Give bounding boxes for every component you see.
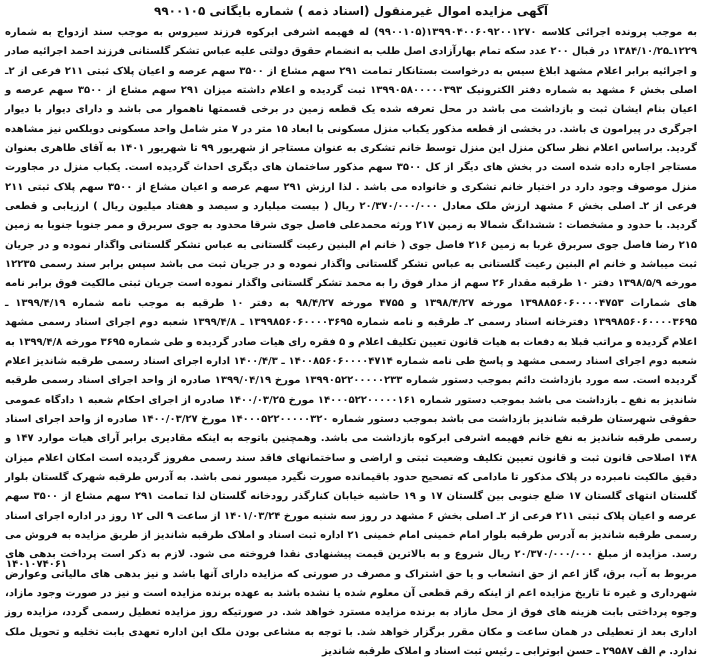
reference-number: ۱۴۰۱۰۷۴۰۶۱	[6, 559, 68, 570]
notice-title: آگهی مزایده اموال غیرمنقول (اسناد ذمه ) شماره بایگانی ۹۹۰۰۱۰۵	[154, 4, 548, 18]
notice-body: به موجب پرونده اجرائی کلاسه ۱۳۹۹۰۴۰۰۶۰۹۲۰۰۱۲۷۰(۹۹۰۰۱۰۵) له فهیمه اشرفی ابرکوه فرزند سیروس به موجب سند ازدواج به شماره ۱۲۲۹ـ۱۳۸۴/۱۰/۲۵ در قبال ۲۰۰ عدد سکه تمام بهارآزادی اصل طلب به انضمام حقوق دولتی علیه عباس تشکر گلستانی فرزند احمد اجرائیه صادر و اجرائیه برابر اعلام مشهد ابلاغ سیس به درخواست بستانکار تمامت ۲۹۱ سهم مشاع از ۳۵۰۰ سهم عرصه و اعیان پلاک ثبتی ۲۱۱ فرعی از ۲ـ اصلی بخش ۶ مشهد به شماره دفتر الکترونیک ۱۳۹۹۰۵۸۰۰۰۰۰۳۹۳ ثبت گردیده و اعلام داشته میزان ۲۹۱ سهم مشاع از ۳۵۰۰ سهم عرصه و اعیان بنام ایشان ثبت و بازداشت می باشد در محل تعرفه شده یک قطعه زمین در برخی قسمتها ناهموار می باشد و دارای دیوار با دیوار اجرگری در پیرامون ی باشد. در بخشی از قطعه مذکور یکباب منزل مسکونی با ابعاد ۱۵ متر در ۷ متر شامل واحد مسکونی دوبلکس نیز مشاهده گردید. براساس اعلام نظر ساکن منزل این منزل توسط خانم تشکری به عنوان مستاجر از شهریور ۹۹ تا شهریور ۱۴۰۱ به آقای طاهری بعنوان مستاجر اجاره داده شده است در بخش های دیگر از کل ۳۵۰۰ سهم مذکور ساختمان های دیگری احداث گردیده است. یکباب منزل در مجاورت منزل موصوف وجود دارد در اختیار خانم تشکری و خانواده می باشد . لذا ارزش ۲۹۱ سهم عرصه و اعیان مشاع از ۳۵۰۰ سهم پلاک ثبتی ۲۱۱ فرعی از ۲ـ اصلی بخش ۶ مشهد ارزش ملک معادل ۲۰/۳۷۰/۰۰۰/۰۰۰ ریال ( بیست میلیارد و سیصد و هفتاد میلیون ریال ) ارزیابی و قطعی گردید. با حدود و مشخصات : ششدانگ شمالا به زمین ۲۱۷ ورثه محمدعلی فاصل جوی شرقا محدود به جوی سربرق و ممر جنوبا جنوبا به زمین ۲۱۵ رضا فاصل جوی سربرق غربا به زمین ۲۱۶ فاصل جوی ( خانم ام البنین رعیت گلستانی به عباس تشکر گلستانی واگذار نموده و در جریان ثبت میباشد و خانم ام البنین رعیت گلستانی به عباس تشکر گلستانی واگذار نموده و در جریان ثبت می باشد سپس برابر سند رسمی ۱۲۲۳۵ مورخه ۱۳۹۸/۵/۹ دفتر ۱۰ طرقبه مقدار ۲۶ سهم از مدار فوق را به محمد تشکر گلستانی واگذار نموده است جریان ثبتی مالکیت فوق برابر نامه های شمارات ۱۳۹۸۸۵۶۰۶۰۰۰۰۴۷۵۳ مورخه ۱۳۹۸/۴/۲۷ و ۴۷۵۵ مورخه ۹۸/۴/۲۷ به دفتر ۱۰ طرقبه به موجب نامه شماره ۱۳۹۹/۴/۱۹ ـ ۱۳۹۹۸۵۶۰۶۰۰۰۰۳۶۹۵ دفترخانه اسناد رسمی ۲ـ طرقبه و نامه شماره ۱۳۹۹۸۵۶۰۶۰۰۰۰۳۶۹۵ ـ ۱۳۹۹/۴/۸ شعبه دوم اجرای اسناد رسمی مشهد اعلام گردیده و مراتب قبلا به دفعات به هیات قانون تعیین تکلیف اعلام و ۵ فقره رای هیات صادر گردیده و طی شماره ۳۶۹۵ مورخه ۱۳۹۹/۴/۸ به شعبه دوم اجرای اسناد رسمی مشهد و پاسخ طی نامه شماره ۱۴۰۰۸۵۶۰۶۰۰۰۰۴۷۱۴ ـ ۱۴۰۰/۴/۳ اداره اجرای اسناد رسمی طرقبه شاندیز اعلام گردیده است. سه مورد بازداشت دائم بموجب دستور شماره ۱۳۹۹۰۵۲۲۰۰۰۰۰۲۳۳ مورخ ۱۳۹۹/۰۴/۱۹ صادره از واحد اجرای اسناد رسمی طرقبه شاندیز به نفع ـ بازداشت می باشد بموجب دستور شماره ۱۴۰۰۰۵۲۲۰۰۰۰۰۱۶۱ مورخ ۱۴۰۰/۰۳/۲۵ صادره از اجرای احکام شعبه ۱ دادگاه عمومی حقوقی شهرستان طرقبه شاندیز بازداشت می باشد بموجب دستور شماره ۱۴۰۰۰۵۲۲۰۰۰۰۰۳۲۰ مورخ ۱۴۰۰/۰۳/۲۷ صادره از واحد اجرای اسناد رسمی طرقبه شاندیز به نفع خانم فهیمه اشرفی ابرکوه بازداشت می باشد. وهمچنین باتوجه به اینکه مقادیری برابر آرای هیات موارد ۱۴۷ و ۱۴۸ اصلاحی قانون ثبت و قانون تعیین تکلیف وضعیت ثبتی و اراضی و ساختمانهای فاقد سند رسمی مفروز گردیده است امکان اعلام میزان دقیق مالکیت نامبرده در پلاک مذکور تا مادامی که تصحیح حدود باقیمانده صورت نگیرد میسور نمی باشد. به آدرس طرقبه شهرک گلستان بلوار گلستان انتهای گلستان ۱۷ ضلع جنوبی بین گلستان ۱۷ و ۱۹ حاشیه خیابان کنارگذر رودخانه گلستان لذا تمامت ۲۹۱ سهم مشاع از ۳۵۰۰ سهم عرصه و اعیان پلاک ثبتی ۲۱۱ فرعی از ۲ـ اصلی بخش ۶ مشهد در روز سه شنبه مورخ ۱۴۰۱/۰۳/۲۴ از ساعت ۹ الی ۱۲ روز در اداره اجرای اسناد رسمی طرقبه شاندیز به آدرس طرقبه بلوار امام خمینی امام خمینی ۲۱ اداره ثبت اسناد و املاک طرقبه شاندیز از طریق مزایده به فروش می رسد. مزایده از مبلغ ۲۰/۳۷۰/۰۰۰/۰۰۰ ریال شروع و به بالاترین قیمت پیشنهادی نقدا فروخته می شود. لازم به ذکر است پرداخت بدهی های مربوط به آب، برق، گاز اعم از حق انشعاب و یا حق اشتراک و مصرف در صورتی که مزایده دارای آنها باشد و نیز بدهی های مالیاتی وعوارض شهرداری و غیره تا تاریخ مزایده اعم از اینکه رقم قطعی آن معلوم شده یا نشده باشد به عهده برنده مزایده است و نیز در صورت وجود مازاد، وجوه پرداختی بابت هزینه های فوق از محل مازاد به برنده مزایده مسترد خواهد شد. در صورتیکه روز مزایده تعطیل رسمی گردد، مزایده روز اداری بعد از تعطیلی در همان ساعت و مکان مقرر برگزار خواهد شد. با توجه به مشاعی بودن ملک این اداره تعهدی بابت تخلیه و تحویل ملک ندارد. م الف ۲۹۵۸۷ ـ حسن ابوترابی ـ رئیس ثبت اسناد و املاک طرقبه شاندیز	[5, 27, 698, 657]
